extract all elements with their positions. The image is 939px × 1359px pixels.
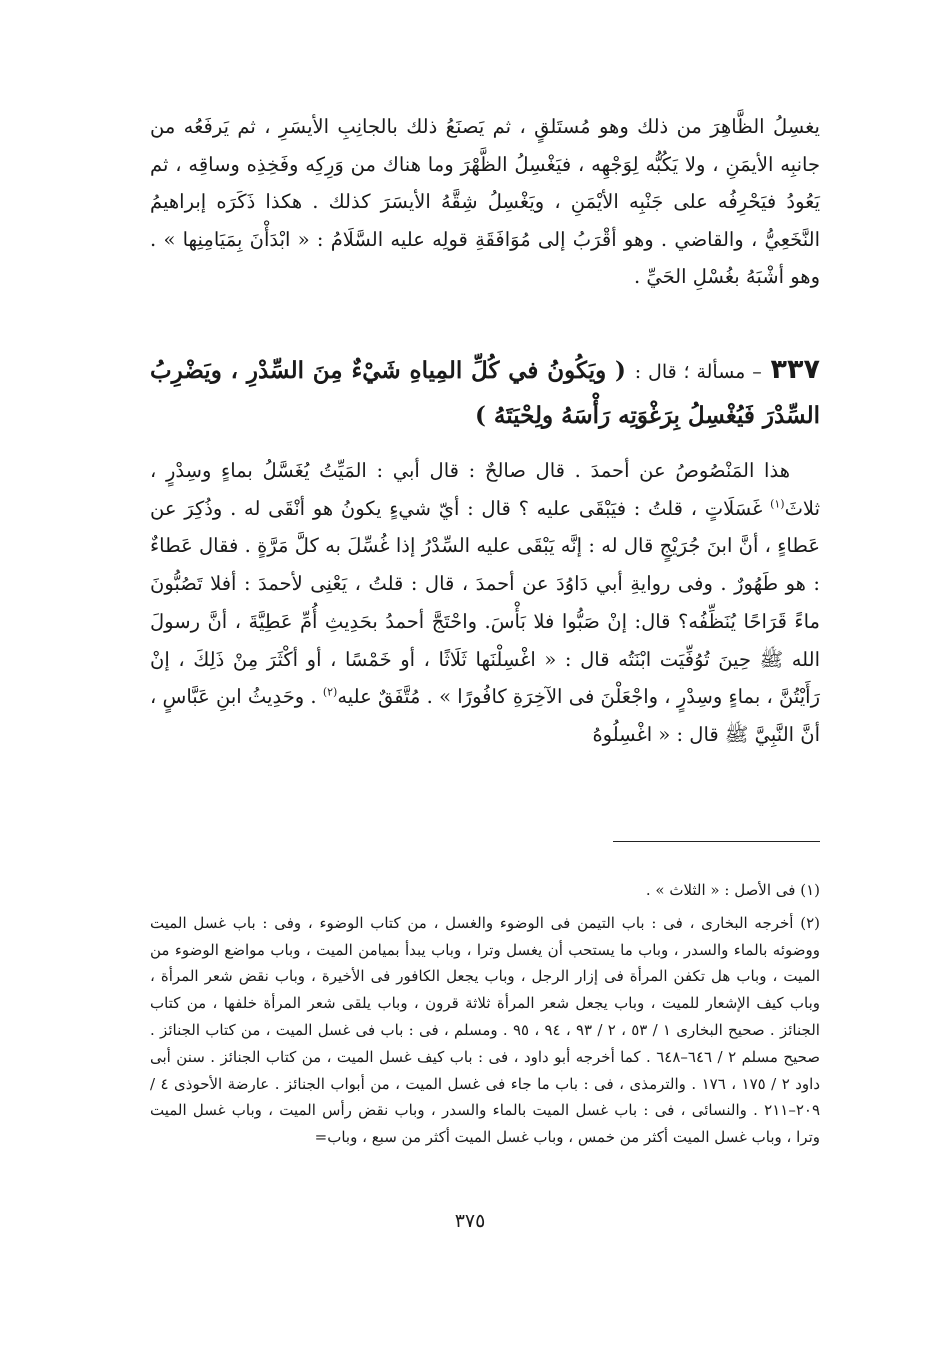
paragraph-commentary xyxy=(150,452,820,754)
footnotes-section xyxy=(150,877,820,1151)
page-number: ٣٧٥ xyxy=(454,1210,486,1232)
commentary-part-2: غَسَلَاتٍ ، قلتُ : فيَبْقَى عليه ؟ قال : أيّ شيءٍ يكونُ هو أنْقَى له . وذُكِرَ عن عَطاءٍ ، أنَّ ابنَ جُرَيْجٍ قال له : إنَّه يَبْقَى عليه السِّدْرُ إذا غُسِّلَ به كلَّ مَرَّةٍ . فقال عَطاءٌ : هو طَهُورٌ . وفى روايةِ أبي دَاوُدَ عن أحمدَ ، قال : قلتُ ، يَعْنِى لأحمدَ : أفلا تَصُبُّونَ ماءً قَرَاحًا يُنَظِّفُه؟ قال: إنْ صَبُّوا فلا بَأْسَ. واحْتَجَّ أحمدُ بحَدِيثِ أُمِّ عَطِيَّةَ ، أنَّ رسولَ الله ﷺ حِينَ تُوُفِّيَت ابْنَتُه قال : « اغْسِلْنَها ثَلَاثًا ، أو خَمْسًا ، أو أكْثَرَ مِنْ ذَلِكَ ، إنْ رَأَيْتُنَّ ، بماءٍ وسِدْرٍ ، واجْعَلْنَ فى الآخِرَةِ كافُورًا » . مُتَّفَقٌ عليه xyxy=(150,496,820,709)
footnote-divider xyxy=(613,841,820,842)
footnote-ref-1[interactable]: (١) xyxy=(770,497,785,511)
masala-number: ٣٣٧ xyxy=(770,354,820,385)
commentary-part-3: . وحَدِيثُ ابنِ عَبَّاسٍ ، أنَّ النَّبِيَّ ﷺ قال : « اغْسِلُوهُ xyxy=(150,685,820,746)
commentary-part-1: هذا المَنْصُوصُ عن أحمدَ . قال صالحٌ : قال أبي : المَيِّتُ يُغَسَّلُ بماءٍ وسِدْرٍ ، ثلاثَ xyxy=(150,459,820,520)
paragraph-continued: يغسِلُ الظَّاهِرَ من ذلك وهو مُستَلقٍ ، ثم يَصنَعُ ذلك بالجانِبِ الأيسَرِ ، ثم يَرفَعُه من جانبِه الأيمَنِ ، ولا يَكُبُّه لِوَجْهِه ، فيَغْسِلُ الظَّهْرَ وما هناك من وَرِكِه وفَخِذِه وساقِه ، ثم يَعُودُ فيَحْرِفُه على جَنْبِه الأيْمَنِ ، ويَغْسِلُ شِقَّهُ الأيسَرَ كذلك . هكذا ذَكَرَه إبراهيمُ النَّخَعِيُّ ، والقاضي . وهو أقْرَبُ إلى مُوَافَقَةِ قولِه عليه السَّلَامُ : « ابْدَأْنَ بِمَيَامِنِها » . وهو أشْبَهُ بغُسْلِ الحَيِّ . xyxy=(150,115,820,288)
footnote-ref-2[interactable]: (٢) xyxy=(322,685,338,699)
footnote-2: (٢) أخرجه البخارى ، فى : باب التيمن فى الوضوء والغسل ، من كتاب الوضوء ، وفى : باب غسل الميت ووضوئه بالماء والسدر ، وباب ما يستحب أن يغسل وترا ، وباب يبدأ بميامن الميت ، وباب مواضع الوضوء من الميت ، وباب هل تكفن المرأة فى إزار الرجل ، وباب يجعل الكافور فى الأخيرة ، وباب نقض شعر المرأة ، وباب كيف الإشعار للميت ، وباب يجعل شعر المرأة ثلاثة قرون ، وباب يلقى شعر المرأة خلفها ، من كتاب الجنائز . صحيح البخارى ١ / ٥٣ ، ٢ / ٩٣ ، ٩٤ ، ٩٥ . ومسلم ، فى : باب فى غسل الميت ، من كتاب الجنائز . صحيح مسلم ٢ / ٦٤٦–٦٤٨ . كما أخرجه أبو داود ، فى : باب كيف غسل الميت ، من كتاب الجنائز . سنن أبى داود ٢ / ١٧٥ ، ١٧٦ . والترمذى ، فى : باب ما جاء فى غسل الميت ، من أبواب الجنائز . عارضة الأحوذى ٤ / ٢٠٩–٢١١ . والنسائى ، فى : باب غسل الميت بالماء والسدر ، وباب نقض رأس الميت ، وباب غسل الميت وترا ، وباب غسل الميت أكثر من خمس ، وباب غسل الميت أكثر من سبع ، وباب= xyxy=(150,913,821,1147)
masala-label: – مسألة ؛ قال : xyxy=(634,361,762,383)
footnote-1: (١) فى الأصل : « الثلاث » . xyxy=(645,881,820,899)
masala-heading xyxy=(150,348,820,438)
masala-text: ( ويَكُونُ في كُلِّ المِياهِ شَيْءٌ مِنَ السِّدْرِ ، ويَضْرِبُ السِّدْرَ فَيُغْسِلُ بِرَغْوَتِه رَأْسَهُ ولِحْيَتَهُ ) xyxy=(150,357,820,429)
